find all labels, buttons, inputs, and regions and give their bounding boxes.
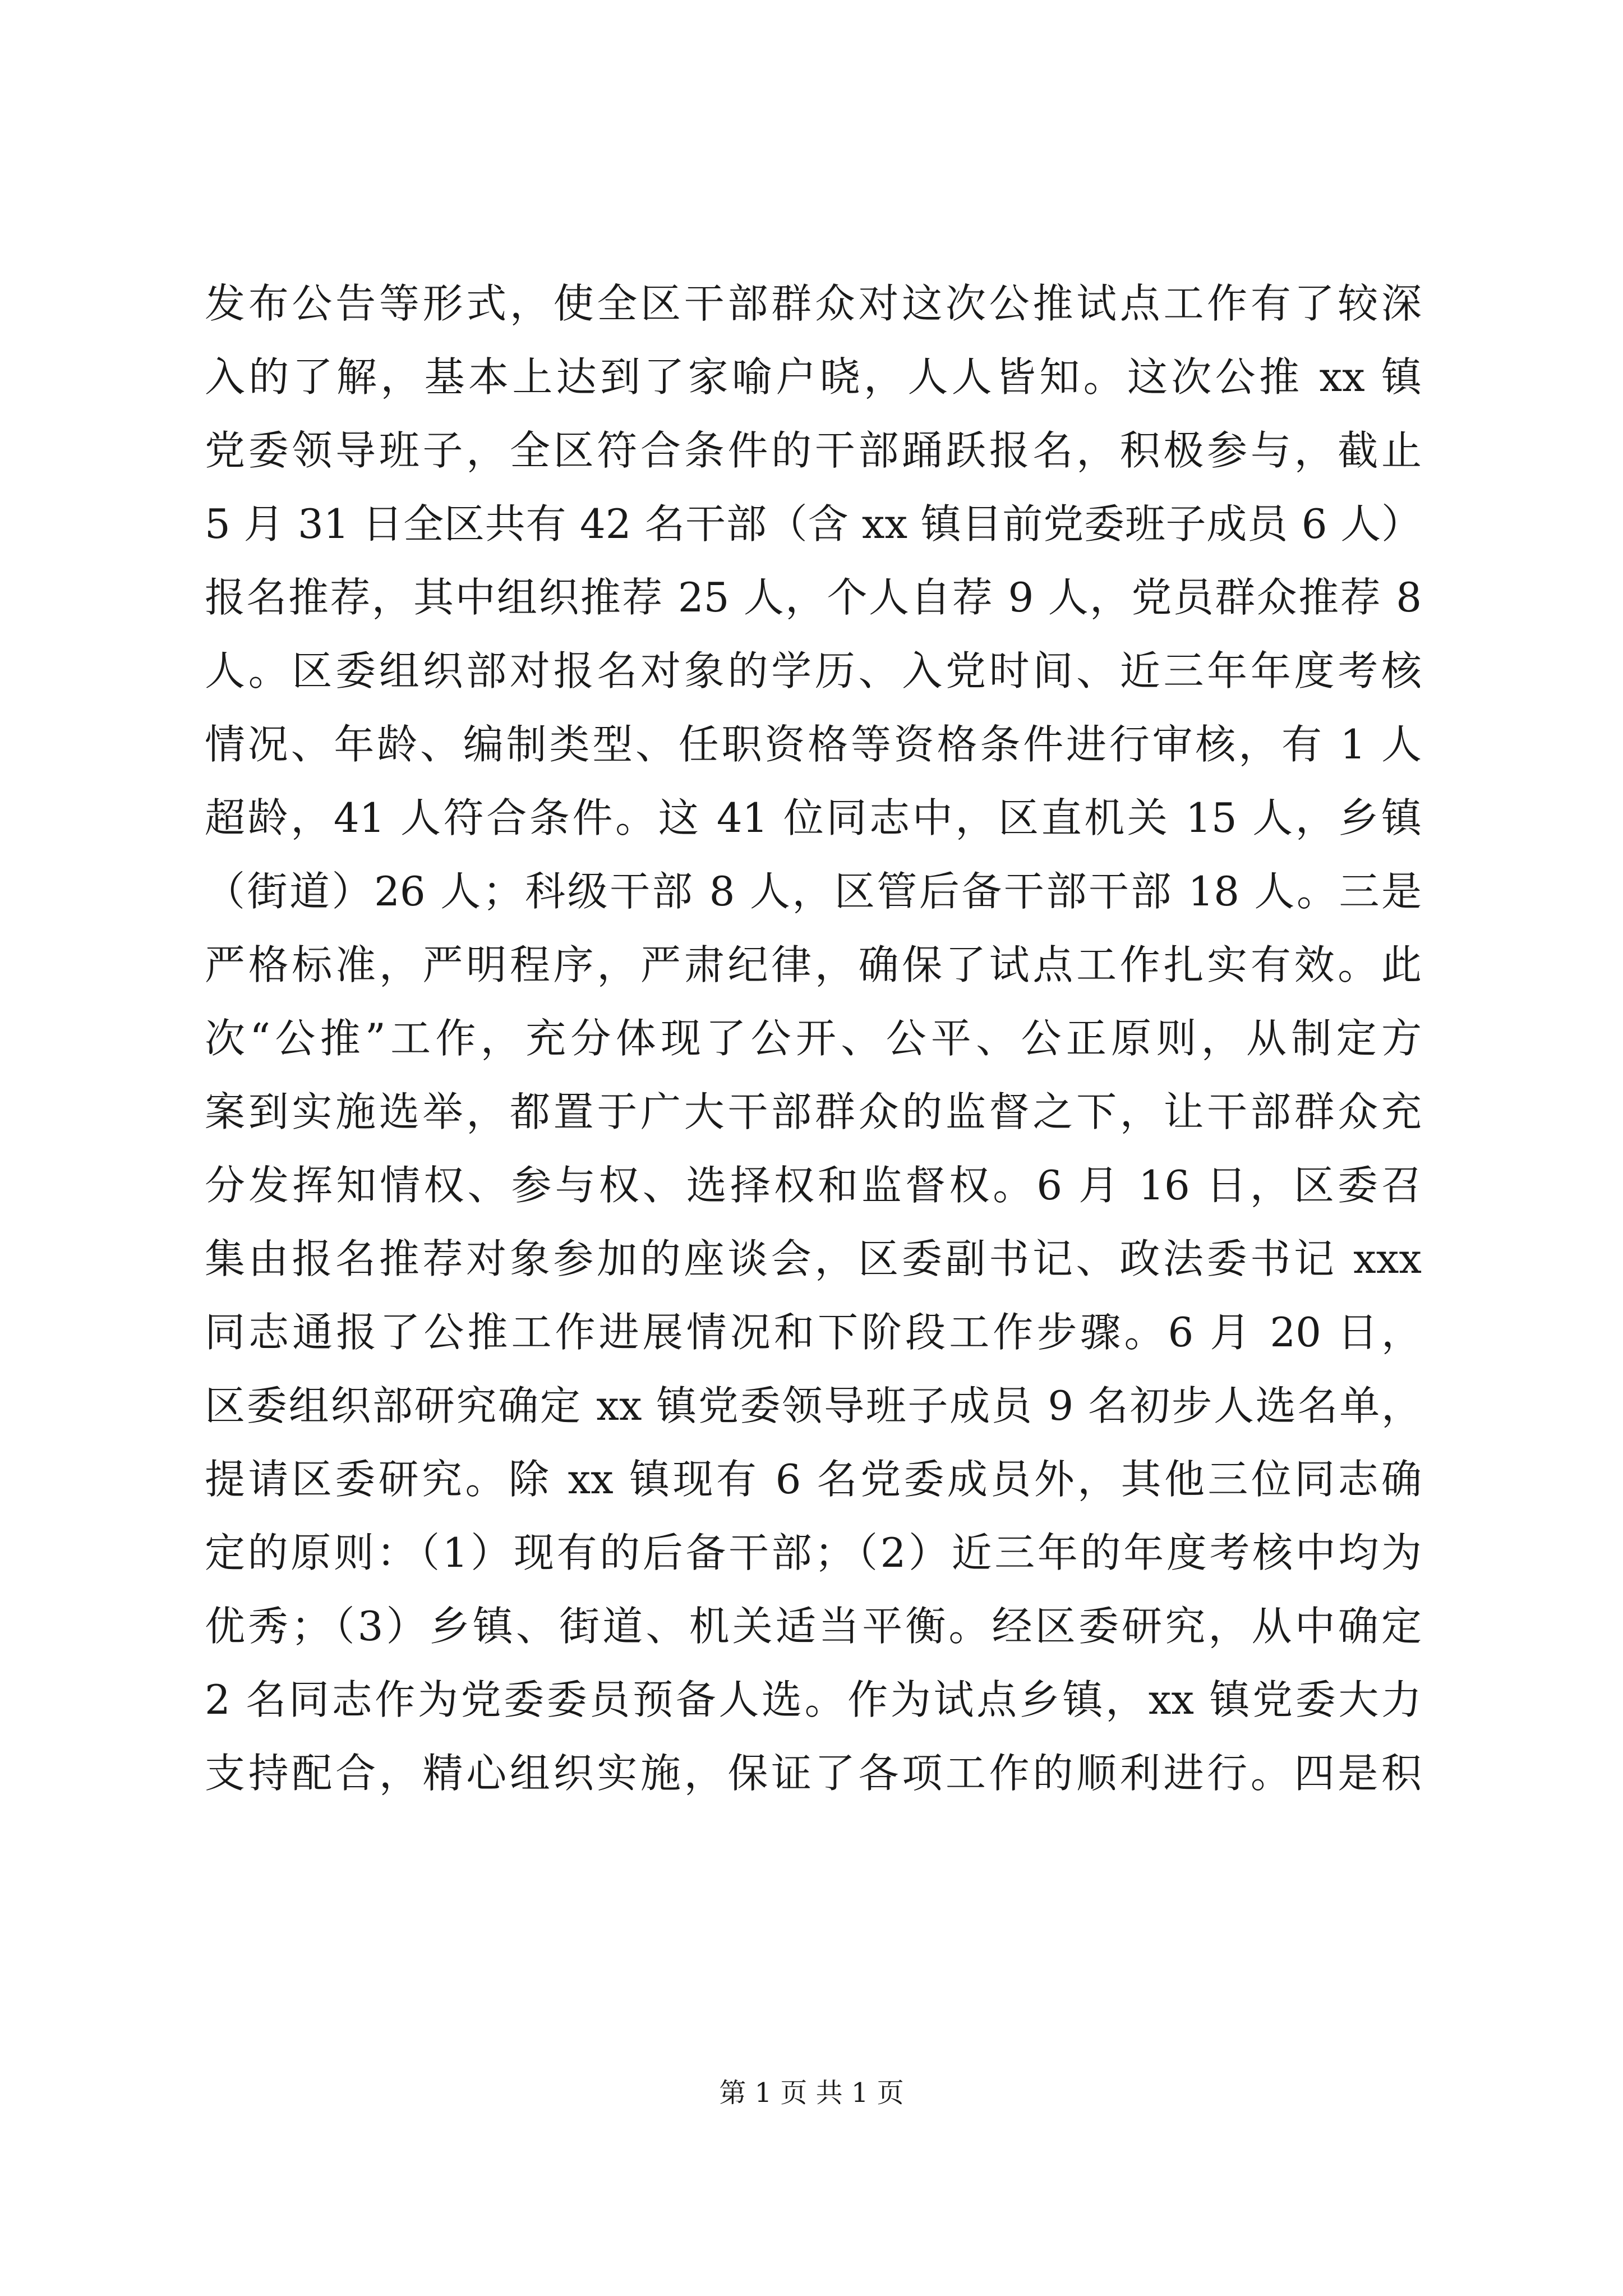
text-line: 情况、年龄、编制类型、任职资格等资格条件进行审核，有 1 人 <box>205 721 1422 768</box>
text-line: 2 名同志作为党委委员预备人选。作为试点乡镇，xx 镇党委大力 <box>205 1676 1422 1723</box>
text-line: 提请区委研究。除 xx 镇现有 6 名党委成员外，其他三位同志确 <box>205 1456 1422 1503</box>
text-line: 报名推荐，其中组织推荐 25 人，个人自荐 9 人，党员群众推荐 8 <box>205 574 1422 621</box>
text-line: 次“公推”工作，充分体现了公开、公平、公正原则，从制定方 <box>205 1015 1422 1062</box>
text-line: 分发挥知情权、参与权、选择权和监督权。6 月 16 日，区委召 <box>205 1162 1422 1209</box>
text-line: 人。区委组织部对报名对象的学历、入党时间、近三年年度考核 <box>205 647 1422 694</box>
text-line: 同志通报了公推工作进展情况和下阶段工作步骤。6 月 20 日， <box>205 1309 1422 1356</box>
text-line: 优秀；（3）乡镇、街道、机关适当平衡。经区委研究，从中确定 <box>205 1603 1422 1650</box>
page-footer: 第 1 页 共 1 页 <box>719 2077 904 2109</box>
text-line: （街道）26 人；科级干部 8 人，区管后备干部干部 18 人。三是 <box>205 868 1422 915</box>
text-line: 入的了解，基本上达到了家喻户晓，人人皆知。这次公推 xx 镇 <box>205 353 1422 401</box>
text-line: 区委组织部研究确定 xx 镇党委领导班子成员 9 名初步人选名单， <box>205 1382 1422 1429</box>
text-line: 发布公告等形式，使全区干部群众对这次公推试点工作有了较深 <box>205 280 1422 327</box>
text-line: 案到实施选举，都置于广大干部群众的监督之下，让干部群众充 <box>205 1088 1422 1135</box>
text-line: 支持配合，精心组织实施，保证了各项工作的顺利进行。四是积 <box>205 1750 1422 1797</box>
body-text <box>205 267 1422 1810</box>
text-line: 党委领导班子，全区符合条件的干部踊跃报名，积极参与，截止 <box>205 427 1422 474</box>
text-line: 集由报名推荐对象参加的座谈会，区委副书记、政法委书记 xxx <box>205 1235 1422 1282</box>
text-line: 超龄，41 人符合条件。这 41 位同志中，区直机关 15 人，乡镇 <box>205 794 1422 841</box>
text-line: 定的原则：（1）现有的后备干部；（2）近三年的年度考核中均为 <box>205 1529 1422 1576</box>
text-line: 严格标准，严明程序，严肃纪律，确保了试点工作扎实有效。此 <box>205 941 1422 988</box>
text-line: 5 月 31 日全区共有 42 名干部（含 xx 镇目前党委班子成员 6 人） <box>205 500 1422 547</box>
